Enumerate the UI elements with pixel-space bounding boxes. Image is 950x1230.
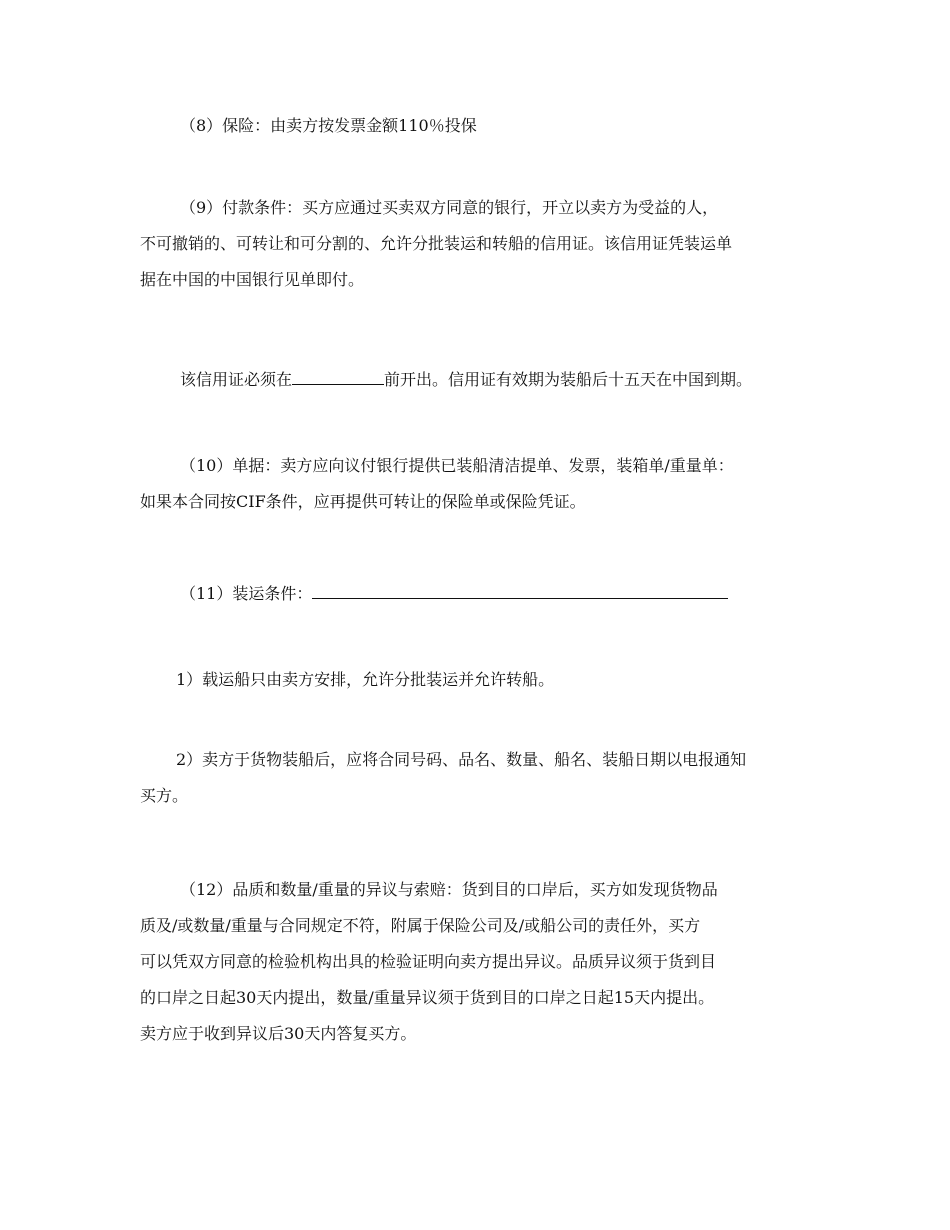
clause-claims xyxy=(140,872,830,1052)
clause-payment-terms xyxy=(140,190,830,298)
lc-note-before: 该信用证必须在 xyxy=(180,370,293,389)
text-line: 卖方应于收到异议后30天内答复买方。 xyxy=(140,1024,417,1043)
fill-in-blank-date[interactable] xyxy=(292,366,384,385)
shipment-label: （11）装运条件： xyxy=(180,584,313,603)
clause-insurance xyxy=(140,108,830,144)
text-line: 可以凭双方同意的检验机构出具的检验证明向卖方提出异议。品质异议须于货到目 xyxy=(140,952,717,971)
lc-note-after: 前开出。信用证有效期为装船后十五天在中国到期。 xyxy=(384,370,753,389)
text-line: 买方。 xyxy=(140,786,189,805)
text-line: （12）品质和数量/重量的异议与索赔：货到目的口岸后，买方如发现货物品 xyxy=(180,880,718,899)
subclause-vessel xyxy=(140,662,830,698)
text-line: 质及/或数量/重量与合同规定不符，附属于保险公司及/或船公司的责任外，买方 xyxy=(140,916,701,935)
text-line: 1）载运船只由卖方安排，允许分批装运并允许转船。 xyxy=(176,670,555,689)
text-line xyxy=(140,362,830,398)
text-line: 2）卖方于货物装船后，应将合同号码、品名、数量、船名、装船日期以电报通知 xyxy=(176,750,747,769)
text-line: 如果本合同按CIF条件，应再提供可转让的保险单或保险凭证。 xyxy=(140,492,586,511)
clause-lc-deadline xyxy=(140,362,830,398)
text-line: 不可撤销的、可转让和可分割的、允许分批装运和转船的信用证。该信用证凭装运单 xyxy=(140,234,733,253)
text-line: 据在中国的中国银行见单即付。 xyxy=(140,270,365,289)
text-line xyxy=(140,576,830,612)
fill-in-blank-shipment[interactable] xyxy=(312,580,728,599)
subclause-shipping-advice xyxy=(140,742,830,814)
text-line: （8）保险：由卖方按发票金额110％投保 xyxy=(180,116,477,135)
clause-shipment-terms xyxy=(140,576,830,612)
text-line: （10）单据：卖方应向议付银行提供已装船清洁提单、发票，装箱单/重量单： xyxy=(180,456,734,475)
text-line: 的口岸之日起30天内提出，数量/重量异议须于货到目的口岸之日起15天内提出。 xyxy=(140,988,715,1007)
clause-documents xyxy=(140,448,830,520)
text-line: （9）付款条件：买方应通过买卖双方同意的银行，开立以卖方为受益的人， xyxy=(180,198,719,217)
